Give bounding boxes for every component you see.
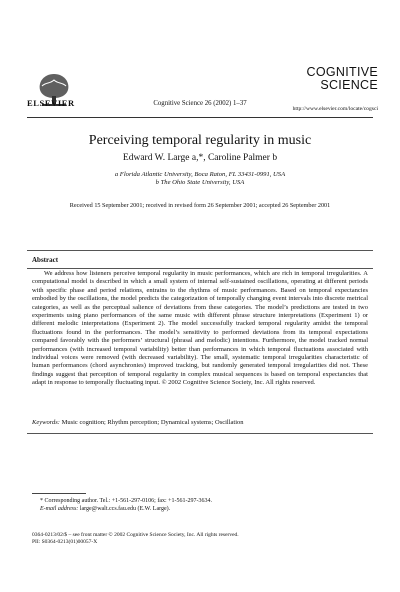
received-dates: Received 15 September 2001; received in revised form 26 September 2001; accepted 26 September 2001 — [69, 202, 331, 209]
abstract-top-rule — [27, 250, 373, 251]
pii-line: PII: S0364-0213(01)00057-X — [32, 539, 98, 546]
copyright-line: 0364-0213/02/$ – see front matter © 2002 Cognitive Science Society, Inc. All rights reserved. — [32, 532, 239, 538]
publisher-name: ELSEVIER — [27, 98, 75, 108]
keywords-label: Keywords: — [32, 419, 60, 426]
journal-citation: Cognitive Science 26 (2002) 1–37 — [153, 100, 247, 107]
abstract-heading-rule — [27, 268, 373, 269]
brand-line-1: COGNITIVE — [306, 65, 378, 79]
email-address[interactable]: large@walt.ccs.fau.edu (E.W. Large). — [79, 506, 171, 513]
brand-line-2: SCIENCE — [320, 78, 378, 92]
footnote — [40, 497, 370, 513]
email-label: E-mail address: — [40, 506, 79, 513]
abstract-heading: Abstract — [32, 256, 59, 264]
journal-brand — [307, 66, 378, 92]
keywords — [32, 419, 368, 426]
keywords-list: Music cognition; Rhythm perception; Dynamical systems; Oscillation — [61, 419, 244, 426]
affiliation-a: a Florida Atlantic University, Boca Raton, FL 33431-0991, USA — [114, 171, 286, 178]
abstract-text: We address how listeners perceive temporal regularity in music performances, which are rich in temporal irregularities. A computational model is described in which a small system of internal self-sustained oscillations, operating at different periods with specific phase and period relations, entrains to the rhythms of music performances. Based on temporal expectancies embodied by the oscillations, the model predicts the categorization of temporally changing event intervals into discrete metrical categories, as well as the perceptual salience of deviations from these categories. The model’s predictions are tested in two experiments using piano performances of the same music with different phrase structure interpretations (Experiment 1) or different melodic interpretations (Experiment 2). The model successfully tracked temporal regularity amidst the temporal fluctuations found in the performances. The model’s sensitivity to performed deviations from its temporal expectations compared favorably with the performers’ structural (phrasal and melodic) intentions. Furthermore, the model tracked normal performances (with increased temporal variability) better than performances in which temporal fluctuations associated with individual voices were removed (with decreased variability). The small, systematic temporal irregularities characteristic of human performances (chord asynchronies) improved tracking, but randomly generated temporal irregularities did not. These findings suggest that perception of temporal regularity in complex musical sequences is based on temporal expectancies that adapt in response to temporally fluctuating input. © 2002 Cognitive Science Society, Inc. All rights reserved. — [32, 270, 368, 387]
footnote-corresponding: * Corresponding author. Tel.: +1-561-297-0106; fax: +1-561-297-3634. — [40, 498, 213, 504]
header-rule — [27, 117, 373, 118]
copyright-block — [32, 532, 372, 547]
affiliation-b: b The Ohio State University, USA — [155, 179, 245, 187]
journal-url[interactable]: http://www.elsevier.com/locate/cogsci — [292, 106, 378, 112]
affiliations — [0, 171, 400, 187]
author-list: Edward W. Large a,*, Caroline Palmer b — [122, 153, 278, 163]
paper-title: Perceiving temporal regularity in music — [88, 133, 312, 148]
footnote-rule — [32, 493, 86, 494]
footnote-email-line — [40, 505, 370, 513]
abstract-bottom-rule — [27, 433, 373, 434]
